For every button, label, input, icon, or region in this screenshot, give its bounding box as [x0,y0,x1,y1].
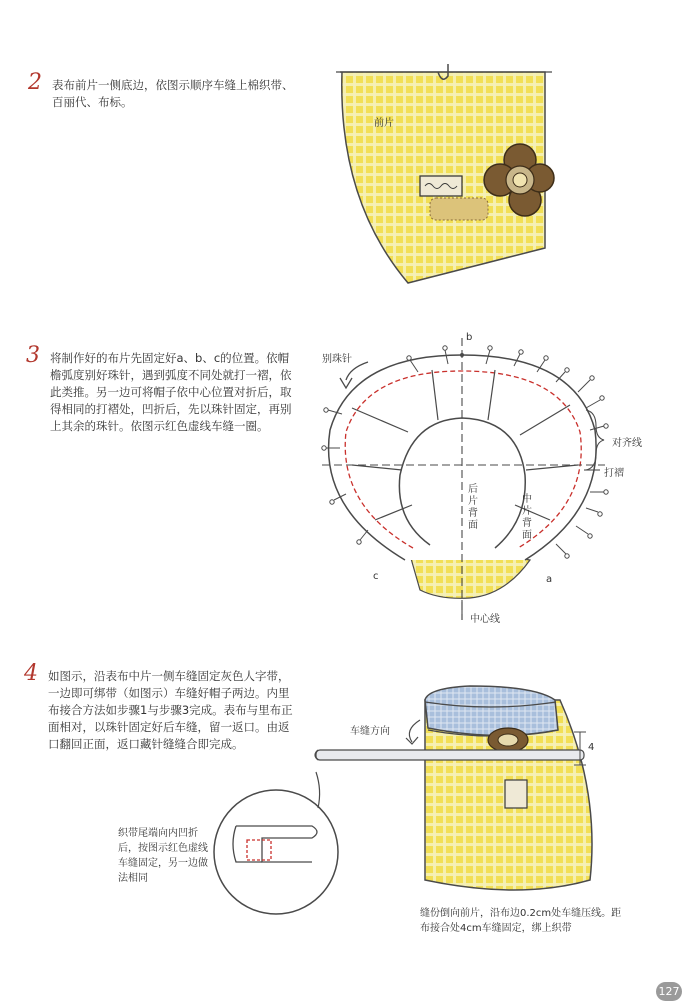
fig3-mid-label: 中片背面 [522,494,532,541]
detail-circle [214,790,338,914]
fig3-label-c: c [373,571,379,582]
fig4-seam-note: 缝份倒向前片，沿布边0.2cm处车缝压线。距布接合处4cm车缝固定，绑上织带 [420,908,622,934]
fig4-dimension-label: 4 [588,742,595,753]
step-4-text: 如图示，沿表布中片一侧车缝固定灰色人字带，一边即可绑带（如图示）车缝好帽子两边。内里布接合方法如步骤1与步骤3完成。表布与里布正面相对，以珠针固定好后车缝，留一返口。由返口翻回正面，返口藏针缝缝合即完成。 [48,669,293,751]
fig3-brim [322,338,608,620]
fig3-align-label: 对齐线 [612,438,642,449]
page-number: 127 [656,982,682,1001]
step-4-number: 4 [24,661,38,686]
step-3-number: 3 [26,343,40,368]
fig2-front-panel [336,64,554,283]
step-3-text: 将制作好的布片先固定好a、b、c的位置。依帽檐弧度别好珠针，遇到弧度不同处就打一褶，依此类推。另一边可将帽子依中心位置对折后，取得相同的打褶处，凹折后，先以珠针固定，再别上其余的珠针。依图示红色虚线车缝一圈。 [50,351,292,433]
fig3-back-label: 后片背面 [468,484,478,531]
step-2-text: 表布前片一侧底边，依图示顺序车缝上棉织带、百丽代、布标。 [52,78,294,109]
tie-tape [316,750,584,760]
fig3-pleat-label: 打褶 [604,468,624,479]
hat-cloth-label [505,780,527,808]
fig4-hat [214,686,595,914]
hat-flower-decoration [488,728,528,752]
hat-blue-crown [425,686,558,736]
fig4-direction-label: 车缝方向 [350,726,390,737]
step-2-number: 2 [28,70,42,95]
cotton-tape [430,198,488,220]
fig3-label-b: b [466,332,473,343]
fig4-tape-note: 织带尾端向内凹折后，按图示红色虚线车缝固定，另一边做法相同 [118,828,208,884]
fig3-label-a: a [546,574,553,585]
fig3-pins-label: 别珠针 [322,354,352,365]
fig3-center-label: 中心线 [470,614,500,625]
fig2-front-label: 前片 [374,118,394,129]
